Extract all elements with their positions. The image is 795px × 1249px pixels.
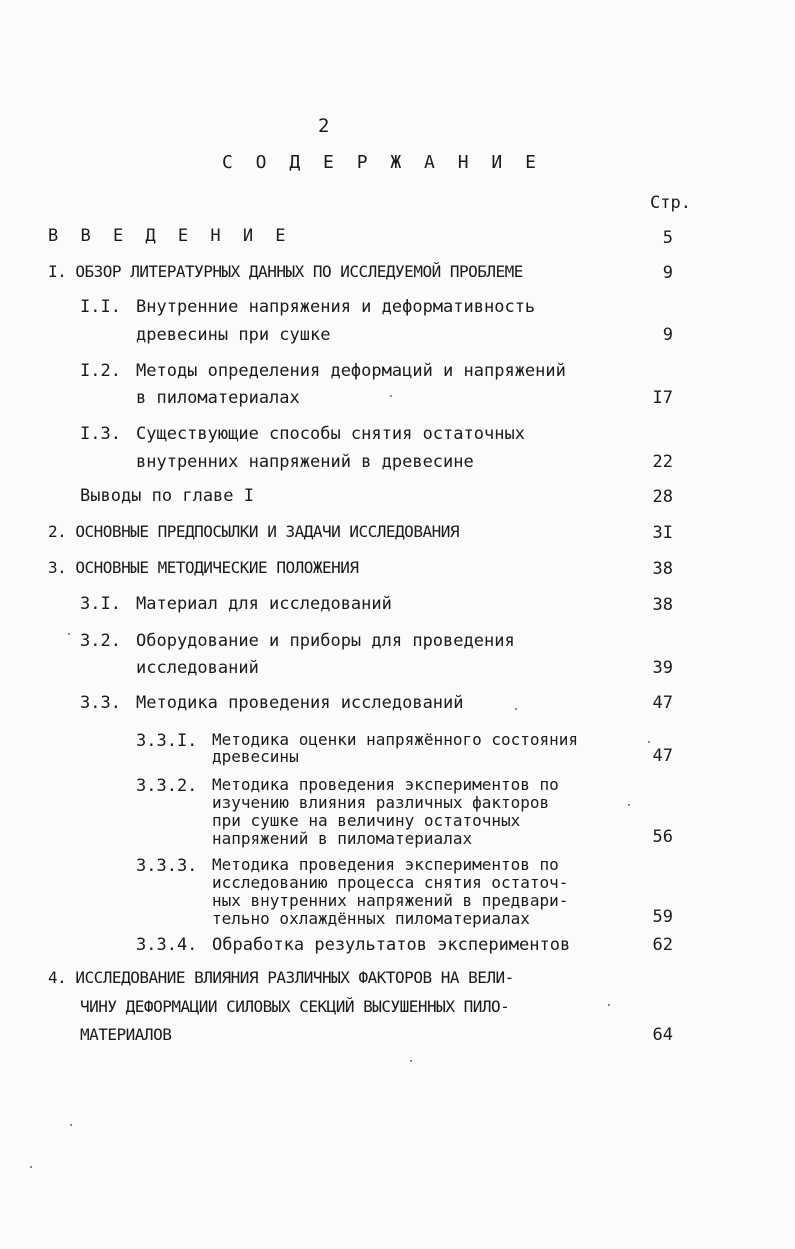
toc-entry-chapter-3: 3. ОСНОВНЫЕ МЕТОДИЧЕСКИЕ ПОЛОЖЕНИЯ bbox=[48, 558, 359, 577]
toc-entry-introduction: В В Е Д Е Н И Е bbox=[48, 226, 292, 246]
toc-page: 9 bbox=[662, 325, 673, 345]
toc-page: 28 bbox=[652, 487, 673, 507]
toc-entry-number: I.2. bbox=[80, 361, 121, 381]
toc-entry-line: Методика оценки напряжённого состояния bbox=[212, 730, 579, 749]
toc-entry-line: Существующие способы снятия остаточных bbox=[136, 424, 525, 444]
scan-speck bbox=[68, 633, 70, 635]
scan-speck bbox=[30, 1166, 32, 1168]
page-number: 2 bbox=[318, 115, 330, 137]
toc-page: 56 bbox=[652, 827, 673, 847]
toc-entry-chapter-4: 4. ИССЛЕДОВАНИЕ ВЛИЯНИЯ РАЗЛИЧНЫХ ФАКТОРОВ НА ВЕЛИ- bbox=[48, 968, 514, 987]
toc-entry-line: МАТЕРИАЛОВ bbox=[80, 1025, 172, 1044]
toc-entry-number: 3.2. bbox=[80, 631, 121, 651]
scan-speck bbox=[608, 1004, 610, 1006]
toc-entry-line: в пиломатериалах bbox=[136, 388, 300, 408]
toc-entry-line: древесины при сушке bbox=[136, 325, 331, 345]
toc-page-chapter-1: 9 bbox=[662, 263, 673, 283]
toc-entry-line: Методы определения деформаций и напряжений bbox=[136, 361, 566, 381]
toc-page: 38 bbox=[652, 559, 673, 579]
toc-entry-conclusions: Выводы по главе I bbox=[80, 486, 254, 506]
toc-entry-line: ных внутренних напряжений в предвари- bbox=[212, 891, 569, 910]
toc-entry-chapter-1: I. ОБЗОР ЛИТЕРАТУРНЫХ ДАННЫХ ПО ИССЛЕДУЕМОЙ ПРОБЛЕМЕ bbox=[48, 262, 523, 281]
toc-page: I7 bbox=[652, 388, 673, 408]
toc-entry-line: Оборудование и приборы для проведения bbox=[136, 631, 515, 651]
toc-entry-line: при сушке на величину остаточных bbox=[212, 811, 521, 830]
toc-entry-line: исследований bbox=[136, 658, 259, 678]
toc-page: 38 bbox=[652, 595, 673, 615]
scan-speck bbox=[648, 741, 650, 743]
toc-page: 39 bbox=[652, 658, 673, 678]
toc-entry-line: напряжений в пиломатериалах bbox=[212, 829, 473, 848]
scan-speck bbox=[628, 804, 630, 806]
toc-entry-line: исследованию процесса снятия остаточ- bbox=[212, 873, 569, 892]
toc-entry-line: ЧИНУ ДЕФОРМАЦИИ СИЛОВЫХ СЕКЦИЙ ВЫСУШЕННЫХ ПИЛО- bbox=[80, 997, 510, 1016]
toc-entry-number: 3.3.2. bbox=[136, 776, 198, 796]
toc-entry-line: Методика проведения экспериментов по bbox=[212, 855, 559, 874]
toc-entry-line: внутренних напряжений в древесине bbox=[136, 452, 474, 472]
toc-entry-line: Методика проведения экспериментов по bbox=[212, 775, 559, 794]
toc-page: 47 bbox=[652, 693, 673, 713]
scan-speck bbox=[515, 708, 517, 710]
toc-entry-number: I.3. bbox=[80, 424, 121, 444]
toc-page-introduction: 5 bbox=[662, 228, 673, 248]
toc-entry-line: изучению влияния различных факторов bbox=[212, 793, 550, 812]
page-column-label: Стр. bbox=[650, 193, 691, 213]
toc-page: 64 bbox=[652, 1025, 673, 1045]
toc-page: 62 bbox=[652, 935, 673, 955]
toc-entry-number: 3.3.I. bbox=[136, 731, 198, 751]
toc-entry-line: Методика проведения исследований bbox=[136, 693, 464, 713]
toc-entry-line: Внутренние напряжения и деформативность bbox=[136, 297, 536, 317]
toc-entry-number: 3.3. bbox=[80, 693, 121, 713]
toc-page: 59 bbox=[652, 907, 673, 927]
toc-entry-number: 3.I. bbox=[80, 594, 121, 614]
toc-entry-line: древесины bbox=[212, 747, 299, 766]
toc-page: 22 bbox=[652, 452, 673, 472]
toc-entry-line: Обработка результатов экспериментов bbox=[212, 935, 571, 955]
toc-page: 3I bbox=[652, 523, 673, 543]
toc-page: 47 bbox=[652, 746, 673, 766]
toc-entry-number: 3.3.3. bbox=[136, 856, 198, 876]
scan-speck bbox=[390, 395, 392, 397]
toc-entry-chapter-2: 2. ОСНОВНЫЕ ПРЕДПОСЫЛКИ И ЗАДАЧИ ИССЛЕДОВАНИЯ bbox=[48, 522, 459, 541]
scan-speck bbox=[410, 1060, 412, 1062]
page-title: С О Д Е Р Ж А Н И Е bbox=[222, 152, 542, 173]
toc-entry-number: 3.3.4. bbox=[136, 935, 198, 955]
scan-speck bbox=[70, 1124, 72, 1126]
toc-entry-line: тельно охлаждённых пиломатериалах bbox=[212, 909, 530, 928]
toc-entry-number: I.I. bbox=[80, 297, 121, 317]
toc-entry-line: Материал для исследований bbox=[136, 594, 392, 614]
